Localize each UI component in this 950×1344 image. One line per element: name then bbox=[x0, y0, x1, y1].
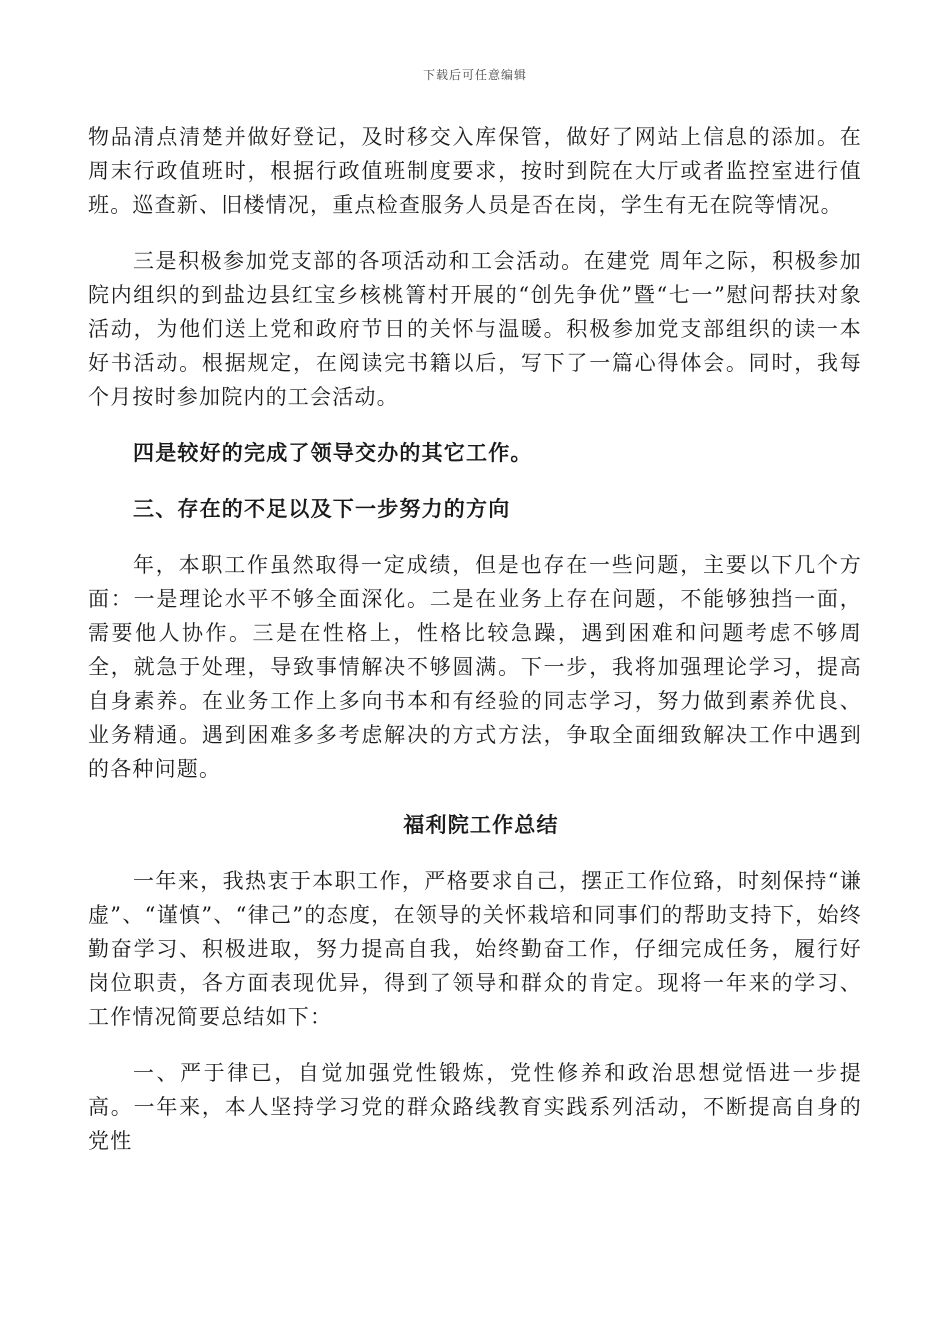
paragraph-shortcomings: 年，本职工作虽然取得一定成绩，但是也存在一些问题，主要以下几个方面：一是理论水平不够全面深化。二是在业务上存在问题，不能够独挡一面，需要他人协作。三是在性格上，性格比较急躁，遇到困难和问题考虑不够周全，就急于处理，导致事情解决不够圆满。下一步，我将加强理论学习，提高自身素养。在业务工作上多向书本和有经验的同志学习，努力做到素养优良、业务精通。遇到困难多多考虑解决的方式方法，争取全面细致解决工作中遇到的各种问题。 bbox=[88, 553, 862, 781]
paragraph-party-activities: 三是积极参加党支部的各项活动和工会活动。在建党 周年之际，积极参加院内组织的到盐边县红宝乡核桃箐村开展的“创先争优”暨“七一”慰问帮扶对象活动，为他们送上党和政府节日的关怀与温暖。积极参加党支部组织的读一本好书活动。根据规定，在阅读完书籍以后，写下了一篇心得体会。同时，我每个月按时参加院内的工会活动。 bbox=[88, 249, 862, 409]
page-header-note: 下载后可任意编辑 bbox=[422, 68, 527, 82]
paragraph-other-work: 四是较好的完成了领导交办的其它工作。 bbox=[133, 440, 533, 465]
document-title: 福利院工作总结 bbox=[403, 812, 559, 837]
document-body bbox=[88, 120, 862, 1158]
paragraph-discipline: 一、严于律已，自觉加强党性锻炼，党性修养和政治思想觉悟进一步提高。一年来，本人坚持学习党的群众路线教育实践系列活动，不断提高自身的党性 bbox=[88, 1061, 862, 1153]
paragraph-inventory-duty: 物品清点清楚并做好登记，及时移交入库保管，做好了网站上信息的添加。在周末行政值班时，根据行政值班制度要求，按时到院在大厅或者监控室进行值班。巡查新、旧楼情况，重点检查服务人员是否在岗，学生有无在院等情况。 bbox=[88, 125, 862, 217]
section-heading-shortcomings: 三、存在的不足以及下一步努力的方向 bbox=[133, 496, 511, 521]
paragraph-intro: 一年来，我热衷于本职工作，严格要求自己，摆正工作位臵，时刻保持“谦虚”、“谨慎”、“律己”的态度，在领导的关怀栽培和同事们的帮助支持下，始终勤奋学习、积极进取，努力提高自我，始终勤奋工作，仔细完成任务，履行好岗位职责，各方面表现优异，得到了领导和群众的肯定。现将一年来的学习、工作情况简要总结如下： bbox=[88, 869, 862, 1029]
